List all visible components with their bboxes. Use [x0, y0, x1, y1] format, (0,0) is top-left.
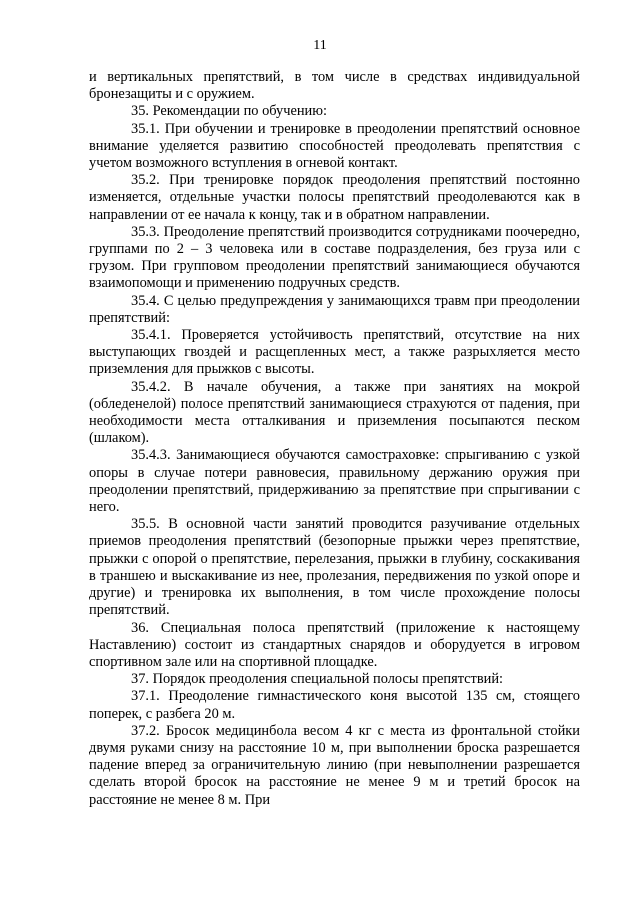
paragraph-continuation: и вертикальных препятствий, в том числе в средствах индивидуальной бронезащиты и с оружием. [89, 69, 580, 103]
paragraph-35-4-3: 35.4.3. Занимающиеся обучаются самостраховке: спрыгиванию с узкой опоры в случае потери равновесия, правильному держанию оружия при преодолении препятствий, придерживанию за препятствие при спрыгивании с него. [89, 447, 580, 516]
paragraph-35: 35. Рекомендации по обучению: [131, 103, 328, 120]
paragraph-37-1: 37.1. Преодоление гимнастического коня высотой 135 см, стоящего поперек, с разбега 20 м. [89, 688, 580, 722]
paragraph-37-2: 37.2. Бросок медицинбола весом 4 кг с места из фронтальной стойки двумя руками снизу на расстояние 10 м, при выполнении броска разрешается падение вперед за ограничительную линию (при невыполнении разрешается сделать второй бросок на расстояние не менее 9 м и третий бросок на расстояние не менее 8 м. При [89, 722, 580, 808]
paragraph-35-4-2: 35.4.2. В начале обучения, а также при занятиях на мокрой (обледенелой) полосе препятствий занимающиеся страхуются от падения, при необходимости места отталкивания и приземления посыпаются песком (шлаком). [89, 378, 580, 447]
paragraph-35-2: 35.2. При тренировке порядок преодоления препятствий постоянно изменяется, отдельные участки полосы препятствий преодолеваются как в направлении от ее начала к концу, так и в обратном направлении. [89, 172, 580, 223]
paragraph-35-4: 35.4. С целью предупреждения у занимающихся травм при преодолении препятствий: [89, 292, 580, 326]
paragraph-36: 36. Специальная полоса препятствий (приложение к настоящему Наставлению) состоит из стандартных снарядов и оборудуется в игровом спортивном зале или на спортивной площадке. [89, 619, 580, 670]
paragraph-35-3: 35.3. Преодоление препятствий производится сотрудниками поочередно, группами по 2 – 3 человека или в составе подразделения, без груза или с грузом. При групповом преодолении препятствий занимающиеся обучаются взаимопомощи и применению подручных средств. [89, 223, 580, 292]
paragraph-35-1: 35.1. При обучении и тренировке в преодолении препятствий основное внимание уделяется развитию способностей преодолевать препятствия с учетом возможного вступления в огневой контакт. [89, 120, 580, 172]
document-body [89, 69, 580, 809]
paragraph-37: 37. Порядок преодоления специальной полосы препятствий: [131, 671, 504, 688]
paragraph-35-4-1: 35.4.1. Проверяется устойчивость препятствий, отсутствие на них выступающих гвоздей и расщепленных мест, а также разрыхляется место приземления для прыжков с высоты. [89, 327, 580, 378]
paragraph-35-5: 35.5. В основной части занятий проводится разучивание отдельных приемов преодоления препятствий (безопорные прыжки через препятствие, прыжки с опорой о препятствие, перелезания, прыжки в глубину, соскакивания в траншею и выскакивание из нее, пролезания, передвижения по узкой опоре и другие) и тренировка их выполнения, в том числе прохождение полосы препятствий. [89, 516, 580, 619]
page-number: 11 [313, 38, 327, 53]
